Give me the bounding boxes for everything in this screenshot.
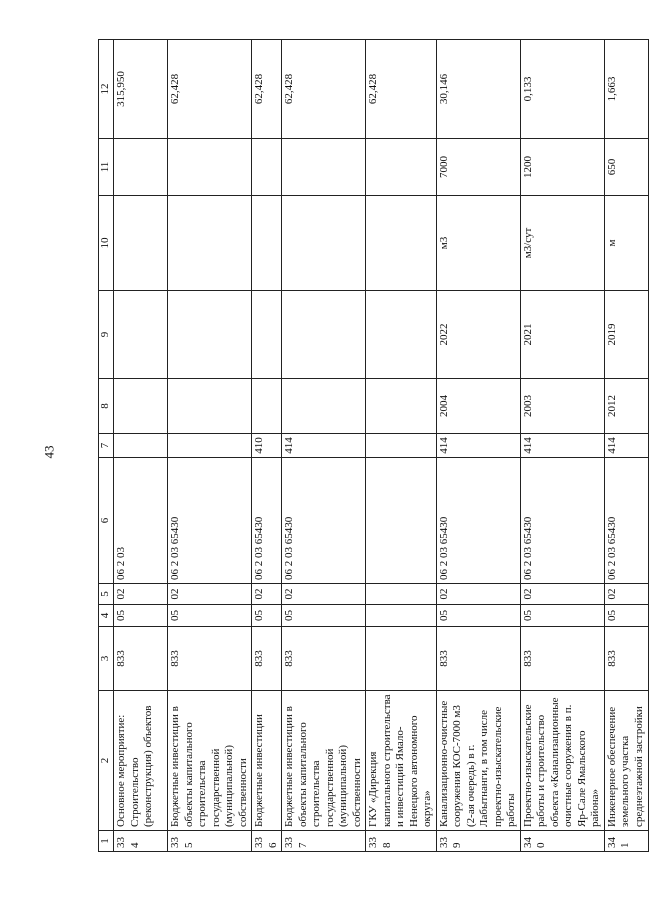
rotated-table-container [98, 40, 645, 852]
cell-col3: 833 [436, 627, 520, 691]
cell-col3: 833 [604, 627, 648, 691]
row-number: 340 [520, 831, 604, 852]
cell-col3: 833 [252, 627, 282, 691]
budget-table [98, 39, 649, 852]
header-cell: 5 [99, 584, 114, 605]
cell-col9: 2021 [520, 291, 604, 379]
header-row [99, 40, 114, 852]
cell-col9 [252, 291, 282, 379]
cell-col8: 2004 [436, 379, 520, 434]
cell-col11 [114, 139, 168, 196]
cell-col8: 2012 [604, 379, 648, 434]
cell-col10: м3 [436, 196, 520, 291]
cell-col5: 02 [282, 584, 366, 605]
row-name: Инженерное обеспечение земельного участка среднеэтажной застройки [604, 691, 648, 831]
cell-col4: 05 [604, 605, 648, 627]
cell-col12: 0,133 [520, 40, 604, 139]
header-cell: 8 [99, 379, 114, 434]
cell-col11: 650 [604, 139, 648, 196]
cell-col11 [366, 139, 437, 196]
cell-col6: 06 2 03 65430 [604, 458, 648, 584]
cell-col6 [366, 458, 437, 584]
cell-col12: 1,663 [604, 40, 648, 139]
cell-col5: 02 [436, 584, 520, 605]
cell-col10: м [604, 196, 648, 291]
cell-col11 [252, 139, 282, 196]
cell-col5: 02 [114, 584, 168, 605]
cell-col5: 02 [520, 584, 604, 605]
cell-col6: 06 2 03 65430 [252, 458, 282, 584]
row-name: Бюджетные инвестиции в объекты капитального строительства государственной (муниципальной) собственности [168, 691, 252, 831]
cell-col10 [168, 196, 252, 291]
row-number: 336 [252, 831, 282, 852]
table-row [366, 40, 437, 852]
row-number: 337 [282, 831, 366, 852]
cell-col3 [366, 627, 437, 691]
cell-col4: 05 [114, 605, 168, 627]
cell-col7 [366, 434, 437, 458]
cell-col7: 414 [282, 434, 366, 458]
cell-col7: 414 [604, 434, 648, 458]
row-number: 339 [436, 831, 520, 852]
table-row [604, 40, 648, 852]
cell-col9: 2019 [604, 291, 648, 379]
cell-col7: 414 [436, 434, 520, 458]
cell-col7 [114, 434, 168, 458]
cell-col3: 833 [168, 627, 252, 691]
cell-col11: 1200 [520, 139, 604, 196]
table-row [114, 40, 168, 852]
header-cell: 4 [99, 605, 114, 627]
table-row [168, 40, 252, 852]
cell-col7: 410 [252, 434, 282, 458]
cell-col8 [282, 379, 366, 434]
cell-col10 [252, 196, 282, 291]
cell-col10 [114, 196, 168, 291]
cell-col10: м3/сут [520, 196, 604, 291]
cell-col9 [282, 291, 366, 379]
cell-col3: 833 [520, 627, 604, 691]
cell-col4: 05 [282, 605, 366, 627]
cell-col5 [366, 584, 437, 605]
header-cell: 9 [99, 291, 114, 379]
cell-col9 [366, 291, 437, 379]
table-row [282, 40, 366, 852]
row-name: Бюджетные инвестиции [252, 691, 282, 831]
cell-col12: 315,950 [114, 40, 168, 139]
cell-col8: 2003 [520, 379, 604, 434]
cell-col6: 06 2 03 65430 [436, 458, 520, 584]
cell-col8 [114, 379, 168, 434]
row-number: 341 [604, 831, 648, 852]
row-name: Канализационно-очистные сооружения КОС-7000 м3 (2-ая очередь) в г. Лабытнанги, в том числе проектно-изыскательские работы [436, 691, 520, 831]
cell-col4: 05 [520, 605, 604, 627]
row-number: 334 [114, 831, 168, 852]
table-row [436, 40, 520, 852]
cell-col6: 06 2 03 [114, 458, 168, 584]
cell-col10 [366, 196, 437, 291]
header-cell: 11 [99, 139, 114, 196]
table-row [520, 40, 604, 852]
cell-col7 [168, 434, 252, 458]
cell-col9: 2022 [436, 291, 520, 379]
cell-col11: 7000 [436, 139, 520, 196]
cell-col5: 02 [252, 584, 282, 605]
cell-col8 [168, 379, 252, 434]
row-name: Бюджетные инвестиции в объекты капитального строительства государственной (муниципальной) собственности [282, 691, 366, 831]
row-name: Основное мероприятие: Строительство (реконструкция) объектов [114, 691, 168, 831]
cell-col3: 833 [114, 627, 168, 691]
table-row [252, 40, 282, 852]
header-cell: 1 [99, 831, 114, 852]
cell-col9 [168, 291, 252, 379]
header-cell: 10 [99, 196, 114, 291]
cell-col5: 02 [604, 584, 648, 605]
cell-col12: 30,146 [436, 40, 520, 139]
row-name: ГКУ «Дирекция капитального строительства и инвестиций Ямало-Ненецкого автономного округа» [366, 691, 437, 831]
cell-col4: 05 [168, 605, 252, 627]
cell-col11 [282, 139, 366, 196]
row-name: Проектно-изыскательские работы и строительство объекта «Канализационные очистные сооружения в п. Яр-Сале Ямальского района» [520, 691, 604, 831]
cell-col8 [366, 379, 437, 434]
cell-col12: 62,428 [366, 40, 437, 139]
cell-col11 [168, 139, 252, 196]
row-number: 335 [168, 831, 252, 852]
cell-col9 [114, 291, 168, 379]
row-number: 338 [366, 831, 437, 852]
cell-col3: 833 [282, 627, 366, 691]
cell-col6: 06 2 03 65430 [520, 458, 604, 584]
page-number: 43 [41, 445, 57, 459]
cell-col7: 414 [520, 434, 604, 458]
cell-col4 [366, 605, 437, 627]
cell-col4: 05 [436, 605, 520, 627]
cell-col5: 02 [168, 584, 252, 605]
cell-col4: 05 [252, 605, 282, 627]
cell-col10 [282, 196, 366, 291]
cell-col8 [252, 379, 282, 434]
header-cell: 2 [99, 691, 114, 831]
header-cell: 7 [99, 434, 114, 458]
cell-col12: 62,428 [252, 40, 282, 139]
cell-col12: 62,428 [168, 40, 252, 139]
header-cell: 12 [99, 40, 114, 139]
cell-col6: 06 2 03 65430 [168, 458, 252, 584]
header-cell: 6 [99, 458, 114, 584]
cell-col12: 62,428 [282, 40, 366, 139]
cell-col6: 06 2 03 65430 [282, 458, 366, 584]
header-cell: 3 [99, 627, 114, 691]
